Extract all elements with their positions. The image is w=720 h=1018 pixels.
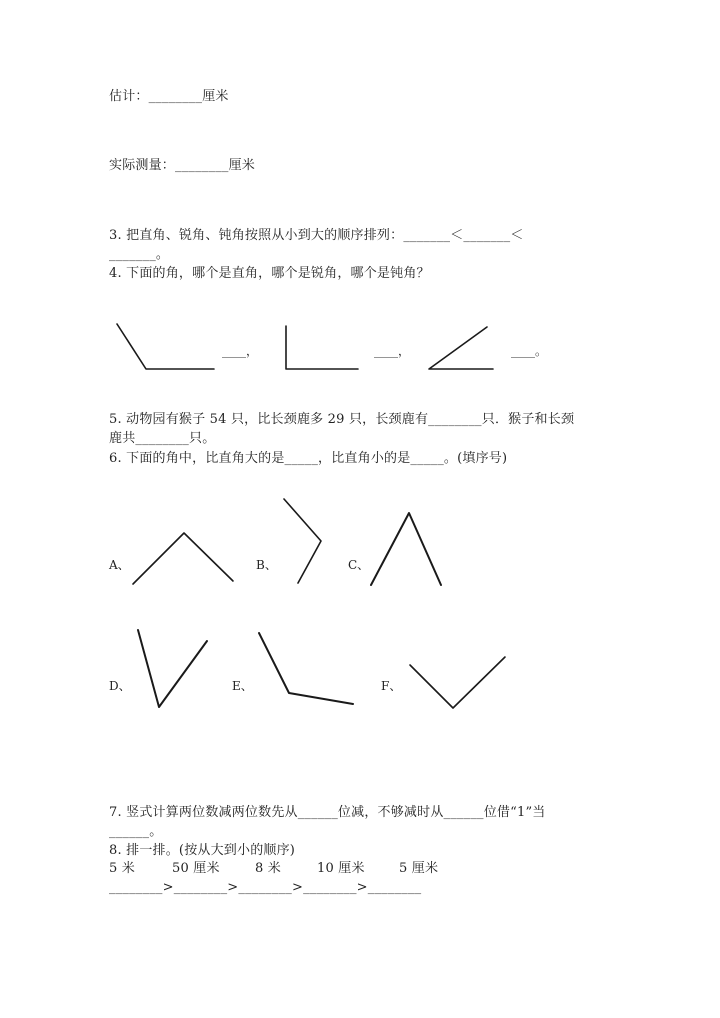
q4-blank-1: ____，: [222, 344, 259, 358]
q8-title: 8. 排一排。(按从大到小的顺序): [109, 843, 296, 858]
q6-title: 6. 下面的角中，比直角大的是_____，比直角小的是_____。(填序号): [109, 451, 508, 466]
q6-angle-e: [259, 633, 353, 704]
q6-label-c: C、: [348, 558, 370, 572]
q8-item-4: 10 厘米: [317, 861, 365, 876]
q6-label-d: D、: [109, 679, 131, 693]
q4-obtuse-angle: [117, 324, 214, 369]
actual-measure-line: 实际测量：________厘米: [109, 158, 256, 173]
q6-angle-d: [138, 630, 207, 707]
q6-label-b: B、: [256, 558, 277, 572]
q3-line2: _______。: [109, 247, 170, 262]
q8-order-line: ________>________>________>________>________: [109, 880, 422, 895]
estimate-line: 估计：________厘米: [109, 89, 229, 104]
q6-label-a: A、: [109, 558, 130, 572]
q8-item-1: 5 米: [109, 861, 136, 876]
q6-angle-f: [410, 657, 505, 708]
q5-line1: 5. 动物园有猴子 54 只，比长颈鹿多 29 只，长颈鹿有________只．猴子和长颈: [109, 412, 575, 427]
q4-blank-3: ____。: [511, 344, 548, 358]
q8-item-5: 5 厘米: [399, 861, 439, 876]
q3-line1: 3. 把直角、锐角、钝角按照从小到大的顺序排列：_______＜_______＜: [109, 228, 524, 243]
q5-line2: 鹿共________只。: [109, 431, 216, 446]
q7-line2: ______。: [109, 824, 163, 839]
q6-angle-c: [371, 513, 441, 585]
q6-label-e: E、: [232, 679, 253, 693]
q7-line1: 7. 竖式计算两位数减两位数先从______位减，不够减时从______位借“1”当: [109, 805, 546, 820]
q4-right-angle: [286, 326, 358, 369]
q4-title: 4. 下面的角，哪个是直角，哪个是锐角，哪个是钝角？: [109, 266, 430, 281]
q4-acute-angle: [429, 327, 493, 369]
q6-angle-b: [284, 499, 321, 583]
q6-label-f: F、: [381, 679, 402, 693]
q6-angle-a: [133, 533, 233, 584]
q4-blank-2: ____，: [374, 344, 411, 358]
q8-item-3: 8 米: [255, 861, 282, 876]
q8-item-2: 50 厘米: [172, 861, 220, 876]
